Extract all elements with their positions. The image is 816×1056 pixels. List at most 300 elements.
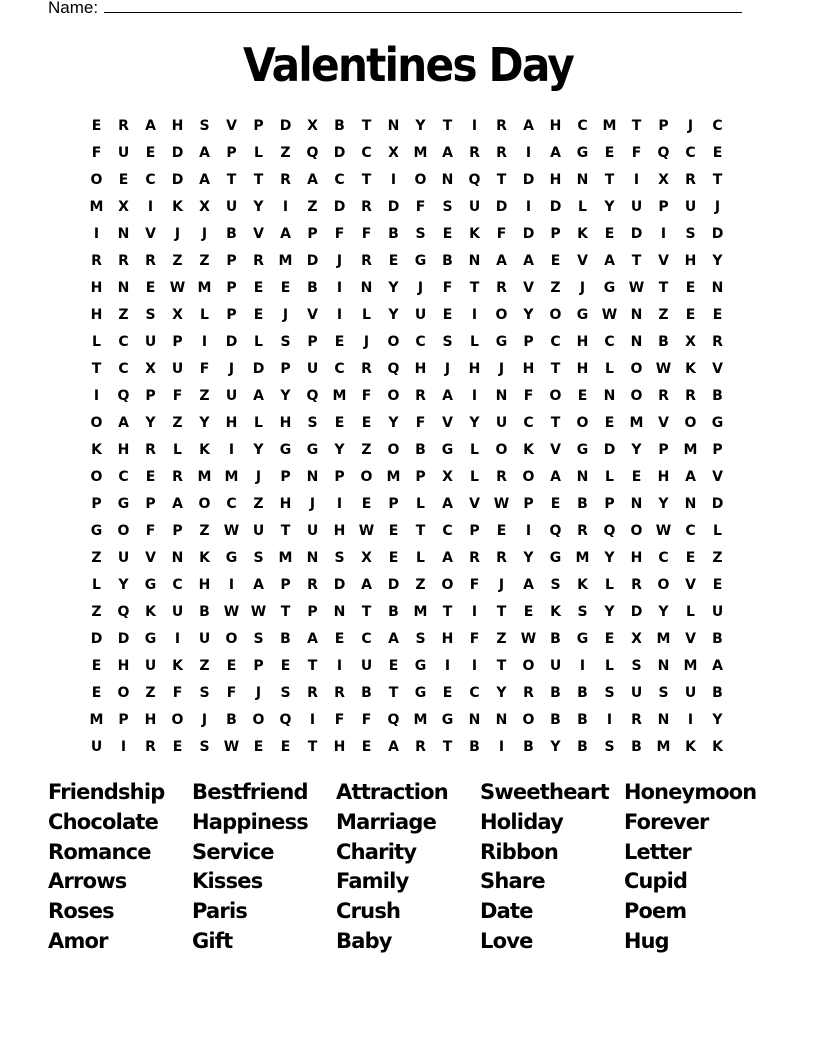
grid-letter[interactable]: Y xyxy=(469,415,480,431)
grid-letter[interactable]: U xyxy=(306,523,319,539)
grid-letter[interactable]: A xyxy=(118,415,129,431)
grid-letter[interactable]: L xyxy=(92,334,101,350)
grid-letter[interactable]: I xyxy=(147,199,154,215)
grid-letter[interactable]: Q xyxy=(306,388,319,404)
grid-letter[interactable]: P xyxy=(91,496,102,512)
grid-letter[interactable]: T xyxy=(280,604,291,620)
grid-letter[interactable]: G xyxy=(576,442,589,458)
grid-letter[interactable]: K xyxy=(550,604,561,620)
grid-letter[interactable]: P xyxy=(172,523,183,539)
grid-letter[interactable]: R xyxy=(307,577,318,593)
grid-letter[interactable]: C xyxy=(577,118,588,134)
grid-letter[interactable]: R xyxy=(469,145,480,161)
grid-letter[interactable]: T xyxy=(253,172,264,188)
grid-letter[interactable]: P xyxy=(550,226,561,242)
grid-letter[interactable]: W xyxy=(655,523,672,539)
grid-letter[interactable]: Q xyxy=(117,604,130,620)
grid-letter[interactable]: Q xyxy=(387,361,400,377)
grid-letter[interactable]: N xyxy=(333,604,346,620)
grid-letter[interactable]: G xyxy=(576,145,589,161)
grid-letter[interactable]: I xyxy=(309,712,316,728)
grid-letter[interactable]: P xyxy=(523,496,534,512)
grid-letter[interactable]: R xyxy=(658,388,669,404)
grid-letter[interactable]: V xyxy=(253,226,264,242)
grid-letter[interactable]: A xyxy=(523,577,534,593)
grid-letter[interactable]: E xyxy=(631,469,642,485)
grid-letter[interactable]: R xyxy=(496,550,507,566)
grid-letter[interactable]: S xyxy=(685,226,696,242)
grid-letter[interactable]: T xyxy=(496,604,507,620)
grid-letter[interactable]: O xyxy=(387,442,400,458)
grid-letter[interactable]: D xyxy=(90,631,103,647)
grid-letter[interactable]: O xyxy=(198,496,211,512)
grid-letter[interactable]: I xyxy=(471,307,478,323)
grid-letter[interactable]: V xyxy=(145,550,156,566)
grid-letter[interactable]: X xyxy=(118,199,129,215)
grid-letter[interactable]: O xyxy=(414,172,427,188)
grid-letter[interactable]: B xyxy=(361,685,372,701)
grid-letter[interactable]: B xyxy=(226,226,237,242)
grid-letter[interactable]: J xyxy=(174,226,181,242)
grid-letter[interactable]: U xyxy=(198,631,211,647)
grid-letter[interactable]: G xyxy=(144,577,157,593)
grid-letter[interactable]: L xyxy=(173,442,182,458)
grid-letter[interactable]: E xyxy=(604,415,615,431)
grid-letter[interactable]: D xyxy=(603,442,616,458)
grid-letter[interactable]: J xyxy=(282,307,289,323)
grid-letter[interactable]: T xyxy=(496,658,507,674)
grid-letter[interactable]: E xyxy=(712,145,723,161)
grid-letter[interactable]: T xyxy=(226,172,237,188)
grid-letter[interactable]: B xyxy=(442,253,453,269)
grid-letter[interactable]: R xyxy=(91,253,102,269)
grid-letter[interactable]: O xyxy=(630,388,643,404)
grid-letter[interactable]: S xyxy=(199,685,210,701)
grid-letter[interactable]: N xyxy=(306,469,319,485)
grid-letter[interactable]: O xyxy=(117,523,130,539)
grid-letter[interactable]: U xyxy=(252,523,265,539)
grid-letter[interactable]: N xyxy=(360,280,373,296)
grid-letter[interactable]: C xyxy=(415,334,426,350)
grid-letter[interactable]: D xyxy=(549,199,562,215)
grid-letter[interactable]: Z xyxy=(172,415,183,431)
grid-letter[interactable]: Y xyxy=(145,415,156,431)
grid-letter[interactable]: E xyxy=(334,415,345,431)
grid-letter[interactable]: M xyxy=(197,469,212,485)
grid-letter[interactable]: I xyxy=(201,334,208,350)
grid-letter[interactable]: K xyxy=(172,658,183,674)
grid-letter[interactable]: S xyxy=(280,334,291,350)
grid-letter[interactable]: O xyxy=(522,469,535,485)
grid-letter[interactable]: A xyxy=(307,172,318,188)
grid-letter[interactable]: H xyxy=(684,253,697,269)
grid-letter[interactable]: S xyxy=(442,334,453,350)
grid-letter[interactable]: W xyxy=(223,523,240,539)
grid-letter[interactable]: T xyxy=(361,118,372,134)
grid-letter[interactable]: J xyxy=(714,199,721,215)
grid-letter[interactable]: R xyxy=(712,334,723,350)
grid-letter[interactable]: I xyxy=(633,172,640,188)
grid-letter[interactable]: E xyxy=(145,280,156,296)
grid-letter[interactable]: Y xyxy=(604,199,615,215)
grid-letter[interactable]: S xyxy=(631,658,642,674)
grid-letter[interactable]: N xyxy=(495,388,508,404)
grid-letter[interactable]: E xyxy=(550,253,561,269)
grid-letter[interactable]: O xyxy=(90,469,103,485)
grid-letter[interactable]: D xyxy=(171,145,184,161)
grid-letter[interactable]: Y xyxy=(631,442,642,458)
grid-letter[interactable]: A xyxy=(253,577,264,593)
grid-letter[interactable]: M xyxy=(575,550,590,566)
grid-letter[interactable]: Q xyxy=(387,712,400,728)
grid-letter[interactable]: U xyxy=(171,604,184,620)
grid-letter[interactable]: H xyxy=(171,118,184,134)
grid-letter[interactable]: I xyxy=(471,658,478,674)
grid-letter[interactable]: I xyxy=(336,307,343,323)
grid-letter[interactable]: Q xyxy=(306,145,319,161)
grid-letter[interactable]: K xyxy=(145,604,156,620)
grid-letter[interactable]: R xyxy=(469,550,480,566)
grid-letter[interactable]: Z xyxy=(280,145,291,161)
grid-letter[interactable]: N xyxy=(117,226,130,242)
grid-letter[interactable]: S xyxy=(253,631,264,647)
grid-letter[interactable]: D xyxy=(117,631,130,647)
grid-letter[interactable]: A xyxy=(496,253,507,269)
grid-letter[interactable]: T xyxy=(631,118,642,134)
grid-letter[interactable]: A xyxy=(523,118,534,134)
grid-letter[interactable]: I xyxy=(660,226,667,242)
grid-letter[interactable]: T xyxy=(442,739,453,755)
grid-letter[interactable]: C xyxy=(118,469,129,485)
grid-letter[interactable]: A xyxy=(145,118,156,134)
grid-letter[interactable]: A xyxy=(442,388,453,404)
grid-letter[interactable]: E xyxy=(334,631,345,647)
grid-letter[interactable]: I xyxy=(444,658,451,674)
grid-letter[interactable]: R xyxy=(307,685,318,701)
grid-letter[interactable]: T xyxy=(712,172,723,188)
grid-letter[interactable]: F xyxy=(469,631,480,647)
grid-letter[interactable]: L xyxy=(605,361,614,377)
grid-letter[interactable]: U xyxy=(630,685,643,701)
grid-letter[interactable]: J xyxy=(255,685,262,701)
grid-letter[interactable]: F xyxy=(496,226,507,242)
grid-letter[interactable]: H xyxy=(414,361,427,377)
grid-letter[interactable]: P xyxy=(226,145,237,161)
grid-letter[interactable]: E xyxy=(172,739,183,755)
grid-letter[interactable]: H xyxy=(117,442,130,458)
grid-letter[interactable]: P xyxy=(307,334,318,350)
grid-letter[interactable]: M xyxy=(89,712,104,728)
grid-letter[interactable]: T xyxy=(361,172,372,188)
grid-letter[interactable]: W xyxy=(493,496,510,512)
grid-letter[interactable]: E xyxy=(712,577,723,593)
grid-letter[interactable]: D xyxy=(711,226,724,242)
grid-letter[interactable]: P xyxy=(712,442,723,458)
grid-letter[interactable]: Q xyxy=(117,388,130,404)
grid-letter[interactable]: T xyxy=(415,523,426,539)
grid-letter[interactable]: D xyxy=(522,226,535,242)
grid-letter[interactable]: L xyxy=(605,469,614,485)
grid-letter[interactable]: I xyxy=(336,658,343,674)
grid-letter[interactable]: V xyxy=(577,253,588,269)
grid-letter[interactable]: M xyxy=(683,658,698,674)
grid-letter[interactable]: E xyxy=(496,523,507,539)
grid-letter[interactable]: M xyxy=(197,280,212,296)
grid-letter[interactable]: V xyxy=(523,280,534,296)
grid-letter[interactable]: I xyxy=(228,442,235,458)
grid-letter[interactable]: O xyxy=(252,712,265,728)
grid-letter[interactable]: C xyxy=(712,118,723,134)
grid-letter[interactable]: A xyxy=(712,658,723,674)
grid-letter[interactable]: B xyxy=(226,712,237,728)
grid-letter[interactable]: P xyxy=(469,523,480,539)
grid-letter[interactable]: U xyxy=(225,388,238,404)
grid-letter[interactable]: W xyxy=(520,631,537,647)
grid-letter[interactable]: C xyxy=(685,145,696,161)
grid-letter[interactable]: T xyxy=(442,604,453,620)
grid-letter[interactable]: H xyxy=(198,577,211,593)
grid-letter[interactable]: Z xyxy=(712,550,723,566)
grid-letter[interactable]: W xyxy=(223,739,240,755)
grid-letter[interactable]: B xyxy=(550,712,561,728)
grid-letter[interactable]: M xyxy=(602,118,617,134)
grid-letter[interactable]: A xyxy=(442,496,453,512)
grid-letter[interactable]: M xyxy=(629,415,644,431)
grid-letter[interactable]: A xyxy=(388,739,399,755)
grid-letter[interactable]: T xyxy=(550,361,561,377)
grid-letter[interactable]: V xyxy=(145,226,156,242)
grid-letter[interactable]: Z xyxy=(91,550,102,566)
grid-letter[interactable]: E xyxy=(604,631,615,647)
grid-letter[interactable]: V xyxy=(469,496,480,512)
grid-letter[interactable]: P xyxy=(226,253,237,269)
grid-letter[interactable]: B xyxy=(415,442,426,458)
grid-letter[interactable]: O xyxy=(549,388,562,404)
grid-letter[interactable]: U xyxy=(495,415,508,431)
grid-letter[interactable]: R xyxy=(496,145,507,161)
grid-letter[interactable]: Z xyxy=(199,658,210,674)
grid-letter[interactable]: R xyxy=(631,712,642,728)
grid-letter[interactable]: A xyxy=(253,388,264,404)
grid-letter[interactable]: R xyxy=(118,253,129,269)
grid-letter[interactable]: F xyxy=(415,415,426,431)
grid-letter[interactable]: D xyxy=(333,145,346,161)
grid-letter[interactable]: E xyxy=(253,280,264,296)
grid-letter[interactable]: E xyxy=(280,739,291,755)
grid-letter[interactable]: U xyxy=(684,199,697,215)
grid-letter[interactable]: A xyxy=(442,145,453,161)
grid-letter[interactable]: Y xyxy=(712,712,723,728)
grid-letter[interactable]: C xyxy=(334,172,345,188)
grid-letter[interactable]: A xyxy=(199,172,210,188)
grid-letter[interactable]: P xyxy=(523,334,534,350)
grid-letter[interactable]: R xyxy=(523,685,534,701)
grid-letter[interactable]: I xyxy=(120,739,127,755)
grid-letter[interactable]: C xyxy=(550,334,561,350)
grid-letter[interactable]: R xyxy=(631,577,642,593)
grid-letter[interactable]: E xyxy=(604,226,615,242)
grid-letter[interactable]: F xyxy=(172,685,183,701)
grid-letter[interactable]: G xyxy=(576,307,589,323)
grid-letter[interactable]: H xyxy=(90,307,103,323)
grid-letter[interactable]: D xyxy=(171,172,184,188)
grid-letter[interactable]: B xyxy=(658,334,669,350)
grid-letter[interactable]: G xyxy=(441,712,454,728)
grid-letter[interactable]: S xyxy=(415,631,426,647)
grid-letter[interactable]: W xyxy=(655,361,672,377)
grid-letter[interactable]: G xyxy=(90,523,103,539)
grid-letter[interactable]: S xyxy=(577,604,588,620)
grid-letter[interactable]: T xyxy=(280,523,291,539)
grid-letter[interactable]: L xyxy=(713,523,722,539)
grid-letter[interactable]: Y xyxy=(523,550,534,566)
grid-letter[interactable]: Y xyxy=(334,442,345,458)
grid-letter[interactable]: X xyxy=(442,469,453,485)
grid-letter[interactable]: O xyxy=(387,334,400,350)
grid-letter[interactable]: L xyxy=(686,604,695,620)
grid-letter[interactable]: I xyxy=(606,712,613,728)
grid-letter[interactable]: P xyxy=(658,442,669,458)
grid-letter[interactable]: J xyxy=(201,712,208,728)
grid-letter[interactable]: I xyxy=(336,280,343,296)
grid-letter[interactable]: M xyxy=(332,388,347,404)
grid-letter[interactable]: K xyxy=(172,199,183,215)
grid-letter[interactable]: V xyxy=(685,577,696,593)
grid-letter[interactable]: G xyxy=(279,442,292,458)
grid-letter[interactable]: Y xyxy=(199,415,210,431)
grid-letter[interactable]: F xyxy=(631,145,642,161)
grid-letter[interactable]: D xyxy=(495,199,508,215)
grid-letter[interactable]: H xyxy=(117,658,130,674)
grid-letter[interactable]: B xyxy=(712,388,723,404)
grid-letter[interactable]: C xyxy=(442,523,453,539)
grid-letter[interactable]: I xyxy=(471,604,478,620)
grid-letter[interactable]: N xyxy=(387,118,400,134)
grid-letter[interactable]: P xyxy=(172,334,183,350)
grid-letter[interactable]: L xyxy=(416,550,425,566)
grid-letter[interactable]: J xyxy=(255,469,262,485)
grid-letter[interactable]: U xyxy=(711,604,724,620)
grid-letter[interactable]: J xyxy=(498,361,505,377)
grid-letter[interactable]: X xyxy=(361,550,372,566)
grid-letter[interactable]: E xyxy=(442,685,453,701)
grid-letter[interactable]: I xyxy=(93,388,100,404)
grid-letter[interactable]: K xyxy=(469,226,480,242)
grid-letter[interactable]: Z xyxy=(253,496,264,512)
grid-letter[interactable]: F xyxy=(334,226,345,242)
grid-letter[interactable]: R xyxy=(685,388,696,404)
grid-letter[interactable]: H xyxy=(279,496,292,512)
grid-letter[interactable]: K xyxy=(577,577,588,593)
grid-letter[interactable]: O xyxy=(387,388,400,404)
grid-letter[interactable]: B xyxy=(307,280,318,296)
grid-letter[interactable]: O xyxy=(522,658,535,674)
grid-letter[interactable]: L xyxy=(362,307,371,323)
grid-letter[interactable]: E xyxy=(91,685,102,701)
grid-letter[interactable]: A xyxy=(442,550,453,566)
grid-letter[interactable]: Y xyxy=(388,280,399,296)
grid-letter[interactable]: A xyxy=(361,577,372,593)
grid-letter[interactable]: L xyxy=(92,577,101,593)
grid-letter[interactable]: M xyxy=(656,631,671,647)
grid-letter[interactable]: B xyxy=(523,739,534,755)
grid-letter[interactable]: O xyxy=(495,307,508,323)
grid-letter[interactable]: U xyxy=(306,361,319,377)
grid-letter[interactable]: F xyxy=(361,712,372,728)
grid-letter[interactable]: G xyxy=(225,550,238,566)
grid-letter[interactable]: A xyxy=(550,469,561,485)
grid-letter[interactable]: N xyxy=(630,496,643,512)
grid-letter[interactable]: N xyxy=(630,307,643,323)
grid-letter[interactable]: V xyxy=(712,469,723,485)
grid-letter[interactable]: X xyxy=(631,631,642,647)
grid-letter[interactable]: Z xyxy=(415,577,426,593)
grid-letter[interactable]: H xyxy=(549,118,562,134)
grid-letter[interactable]: Z xyxy=(199,388,210,404)
grid-letter[interactable]: L xyxy=(416,496,425,512)
grid-letter[interactable]: O xyxy=(225,631,238,647)
name-underline[interactable] xyxy=(104,0,742,13)
grid-letter[interactable]: Q xyxy=(603,523,616,539)
grid-letter[interactable]: X xyxy=(685,334,696,350)
grid-letter[interactable]: I xyxy=(282,199,289,215)
grid-letter[interactable]: I xyxy=(579,658,586,674)
grid-letter[interactable]: C xyxy=(604,334,615,350)
grid-letter[interactable]: D xyxy=(522,172,535,188)
grid-letter[interactable]: S xyxy=(415,226,426,242)
grid-letter[interactable]: O xyxy=(495,442,508,458)
grid-letter[interactable]: B xyxy=(712,631,723,647)
grid-letter[interactable]: D xyxy=(387,199,400,215)
grid-letter[interactable]: L xyxy=(470,334,479,350)
grid-letter[interactable]: B xyxy=(577,496,588,512)
grid-letter[interactable]: O xyxy=(360,469,373,485)
grid-letter[interactable]: T xyxy=(631,253,642,269)
grid-letter[interactable]: F xyxy=(145,523,156,539)
grid-letter[interactable]: B xyxy=(577,685,588,701)
grid-letter[interactable]: P xyxy=(253,118,264,134)
grid-letter[interactable]: N xyxy=(603,388,616,404)
grid-letter[interactable]: E xyxy=(712,307,723,323)
grid-letter[interactable]: Y xyxy=(496,685,507,701)
grid-letter[interactable]: J xyxy=(444,361,451,377)
grid-letter[interactable]: S xyxy=(199,739,210,755)
grid-letter[interactable]: B xyxy=(469,739,480,755)
grid-letter[interactable]: A xyxy=(280,226,291,242)
grid-letter[interactable]: E xyxy=(280,280,291,296)
grid-letter[interactable]: S xyxy=(253,550,264,566)
grid-letter[interactable]: J xyxy=(363,334,370,350)
grid-letter[interactable]: D xyxy=(252,361,265,377)
grid-letter[interactable]: M xyxy=(278,550,293,566)
grid-letter[interactable]: E xyxy=(577,388,588,404)
grid-letter[interactable]: R xyxy=(415,739,426,755)
grid-letter[interactable]: M xyxy=(656,739,671,755)
grid-letter[interactable]: T xyxy=(550,415,561,431)
grid-letter[interactable]: N xyxy=(495,712,508,728)
grid-letter[interactable]: L xyxy=(605,577,614,593)
grid-letter[interactable]: O xyxy=(171,712,184,728)
grid-letter[interactable]: S xyxy=(145,307,156,323)
grid-letter[interactable]: K xyxy=(199,442,210,458)
grid-letter[interactable]: I xyxy=(228,577,235,593)
grid-letter[interactable]: Y xyxy=(550,739,561,755)
grid-letter[interactable]: N xyxy=(306,550,319,566)
grid-letter[interactable]: Z xyxy=(550,280,561,296)
grid-letter[interactable]: H xyxy=(333,523,346,539)
grid-letter[interactable]: X xyxy=(145,361,156,377)
grid-letter[interactable]: P xyxy=(388,496,399,512)
